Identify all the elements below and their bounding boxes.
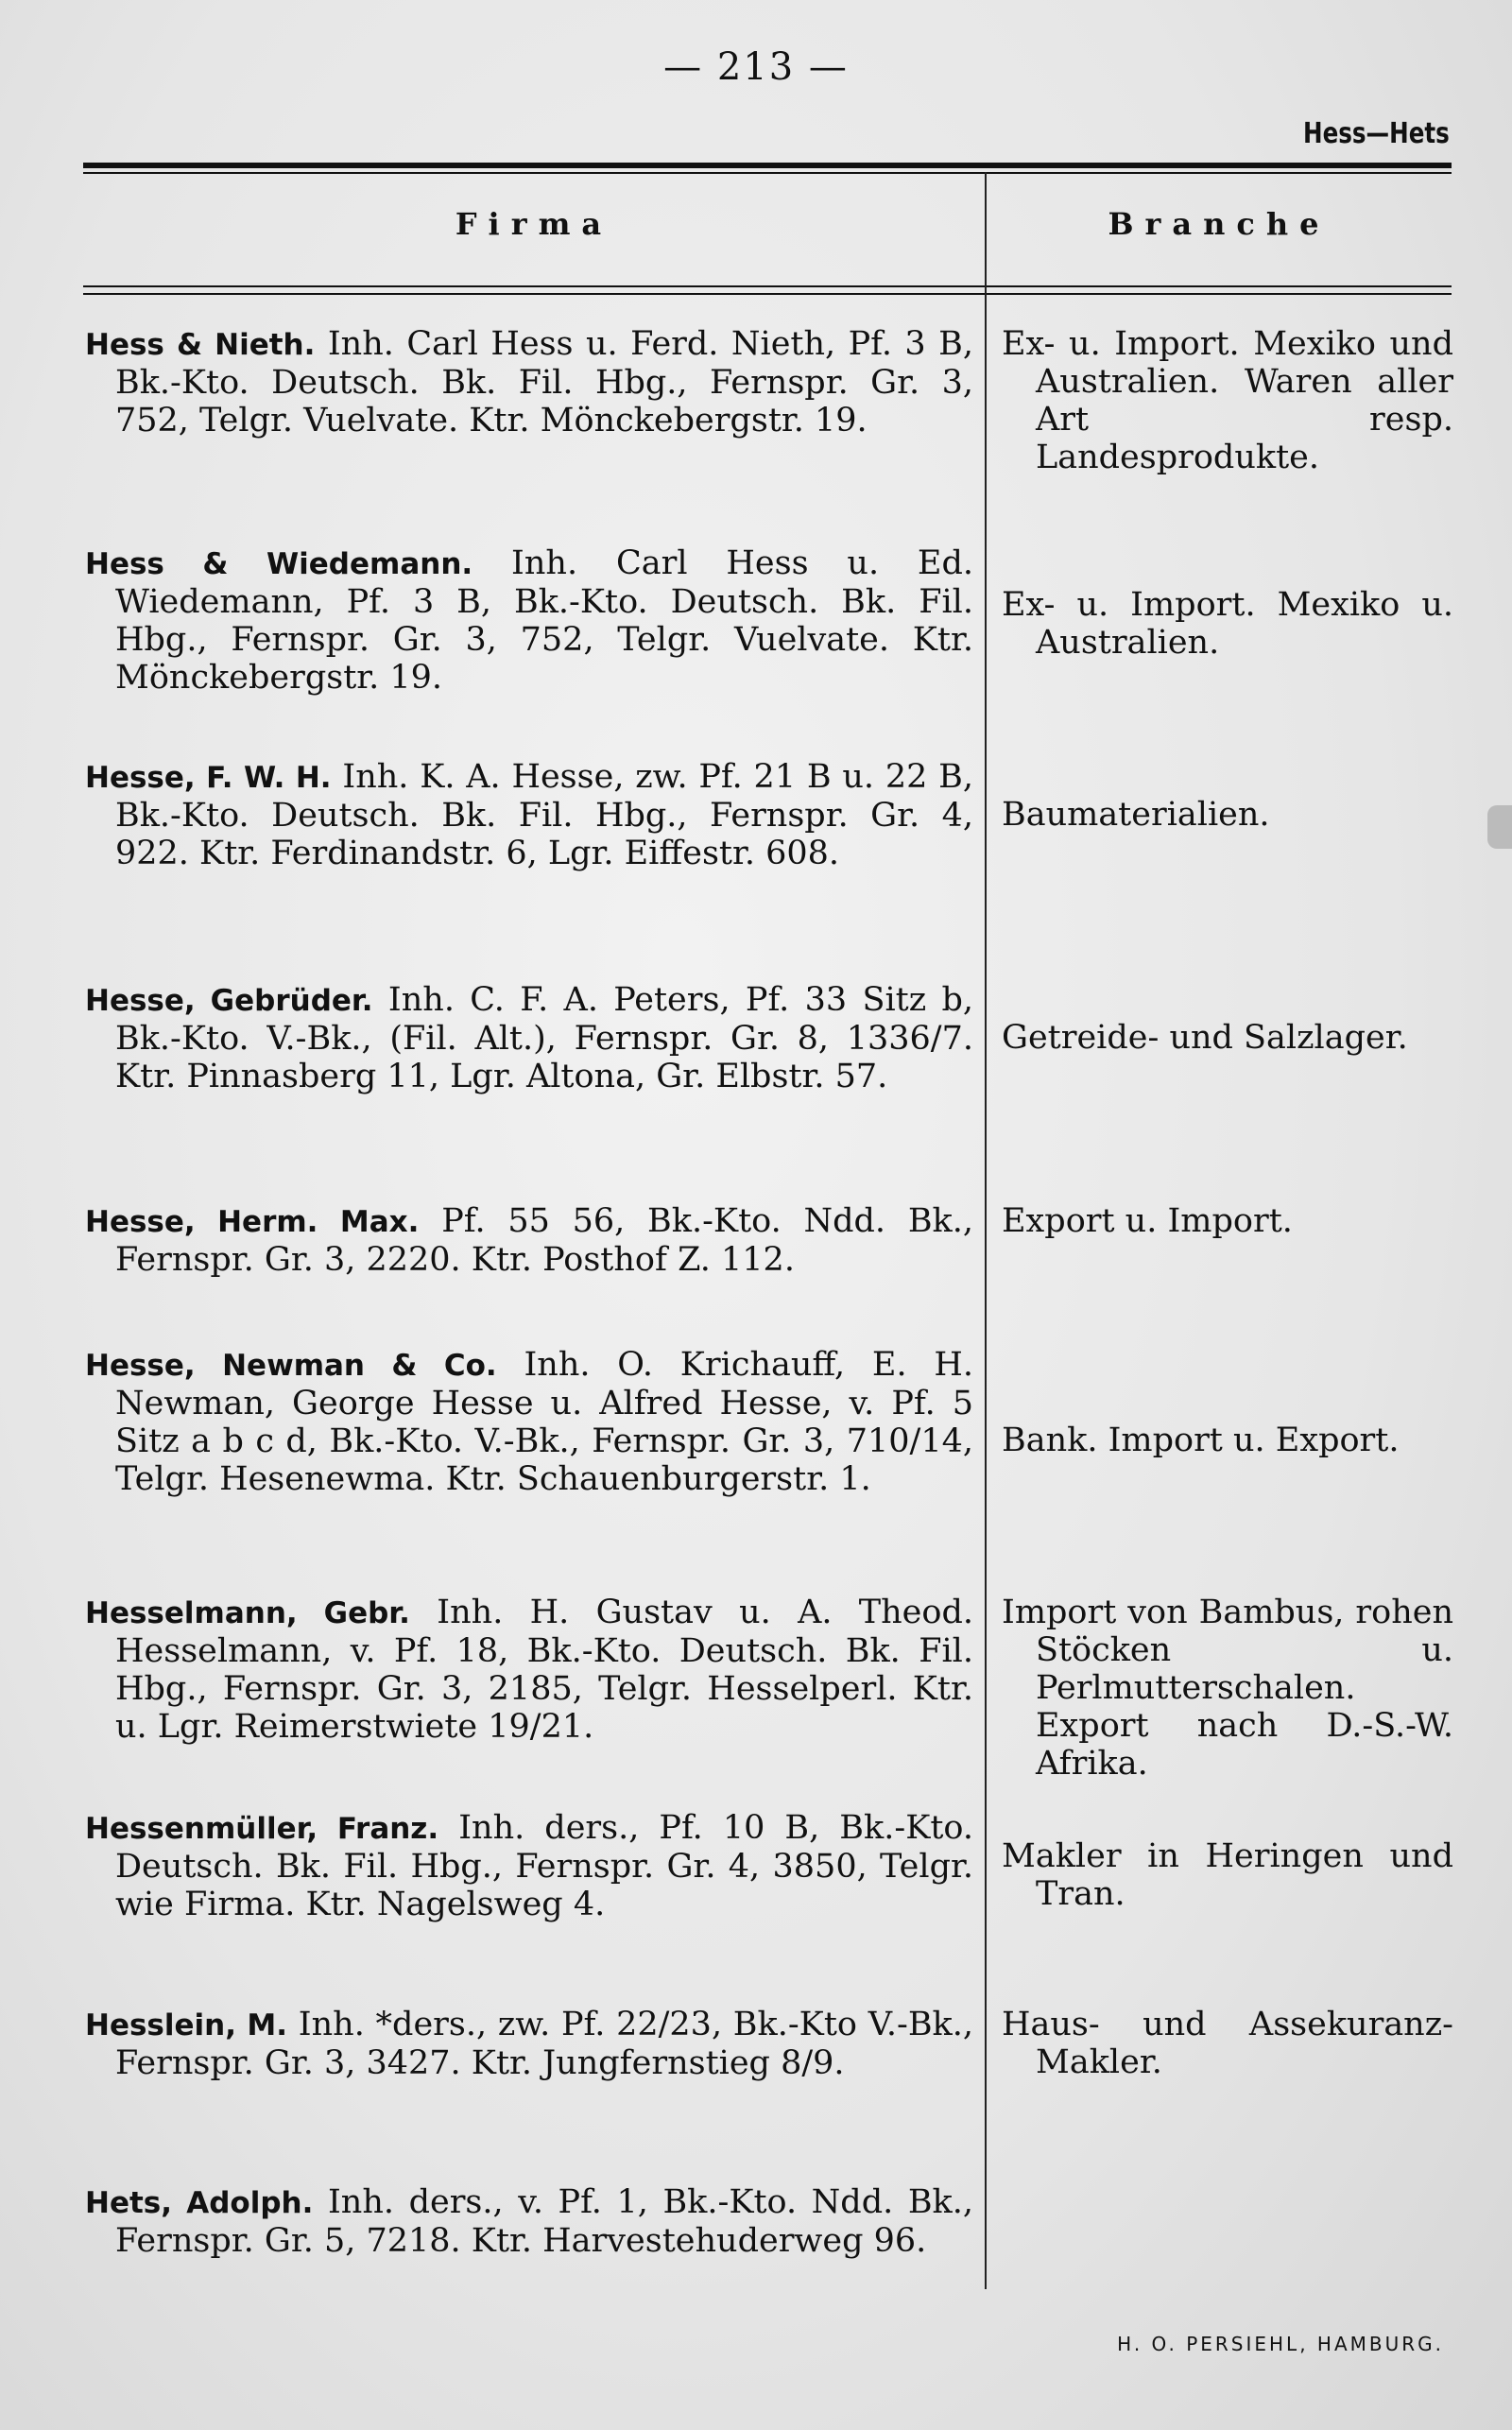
firma-cell <box>85 1346 973 1498</box>
firm-name: Hesse, Herm. Max. <box>85 1205 420 1239</box>
firm-details: Inh. O. Krichauff, E. H. Newman, George Hesse u. Alfred Hesse, v. Pf. 5 Sitz a b c d, Bk.-Kto. V.-Bk., Fernspr. Gr. 3, 710/14, Telgr. Hesenewma. Ktr. Schauenburgerstr. 1. <box>115 1346 973 1498</box>
branche-cell: Makler in Heringen und Tran. <box>1002 1837 1453 1913</box>
margin-tab <box>1487 805 1512 849</box>
firm-details: Inh. ders., Pf. 10 B, Bk.-Kto. Deutsch. Bk. Fil. Hbg., Fernspr. Gr. 4, 3850, Telgr. wie Firma. Ktr. Nagelsweg 4. <box>115 1809 973 1923</box>
firma-cell <box>85 325 973 439</box>
branche-cell: Import von Bambus, rohen Stöcken u. Perlmutterschalen. Export nach D.-S.-W. Afrika. <box>1002 1594 1453 1783</box>
firm-name: Hess & Wiedemann. <box>85 547 473 581</box>
firm-details: Inh. Carl Hess u. Ferd. Nieth, Pf. 3 B, Bk.-Kto. Deutsch. Bk. Fil. Hbg., Fernspr. Gr. 3, 752, Telgr. Vuelvate. Ktr. Mönckebergstr. 19. <box>115 325 973 439</box>
firm-name: Hets, Adolph. <box>85 2186 314 2220</box>
firm-details: Inh. C. F. A. Peters, Pf. 33 Sitz b, Bk.-Kto. V.-Bk., (Fil. Alt.), Fernspr. Gr. 8, 1336/7. Ktr. Pinnasberg 11, Lgr. Altona, Gr. Elbstr. 57. <box>115 981 974 1095</box>
printer-imprint: H. O. PERSIEHL, HAMBURG. <box>1117 2333 1444 2355</box>
branche-cell: Export u. Import. <box>1002 1202 1293 1240</box>
firm-name: Hess & Nieth. <box>85 328 316 362</box>
branche-cell: Getreide- und Salzlager. <box>1002 1019 1408 1057</box>
firma-cell <box>85 2183 973 2260</box>
firm-details: Inh. ders., v. Pf. 1, Bk.-Kto. Ndd. Bk., Fernspr. Gr. 5, 7218. Ktr. Harvestehuderweg 96. <box>115 2183 973 2260</box>
column-divider <box>985 172 987 2289</box>
running-head: Hess—Hets <box>1303 117 1450 150</box>
firm-name: Hesse, Newman & Co. <box>85 1349 497 1383</box>
firma-cell <box>85 1202 973 1279</box>
firm-details: Inh. *ders., zw. Pf. 22/23, Bk.-Kto V.-Bk., Fernspr. Gr. 3, 3427. Ktr. Jungfernstieg 8/9. <box>115 2006 973 2082</box>
top-rule-thin <box>83 172 1452 174</box>
column-header-branche: Branche <box>1108 206 1331 242</box>
branche-cell: Haus- und Assekuranz-Makler. <box>1002 2006 1453 2081</box>
top-rule <box>83 163 1452 168</box>
firma-cell <box>85 2006 973 2082</box>
header-rule <box>83 285 1452 287</box>
firm-details: Inh. Carl Hess u. Ed. Wiedemann, Pf. 3 B, Bk.-Kto. Deutsch. Bk. Fil. Hbg., Fernspr. Gr. 3, 752, Telgr. Vuelvate. Ktr. Mönckebergstr. 19. <box>115 544 974 697</box>
firm-details: Inh. H. Gustav u. A. Theod. Hesselmann, v. Pf. 18, Bk.-Kto. Deutsch. Bk. Fil. Hbg., Fernspr. Gr. 3, 2185, Telgr. Hesselperl. Ktr. u. Lgr. Reimerstwiete 19/21. <box>115 1594 973 1746</box>
header-rule-double <box>83 293 1452 295</box>
firm-details: Pf. 55 56, Bk.-Kto. Ndd. Bk., Fernspr. Gr. 3, 2220. Ktr. Posthof Z. 112. <box>115 1202 973 1279</box>
firm-name: Hesslein, M. <box>85 2008 288 2042</box>
branche-cell: Ex- u. Import. Mexiko und Australien. Waren aller Art resp. Landesprodukte. <box>1002 325 1453 476</box>
firma-cell <box>85 544 973 697</box>
firma-cell <box>85 1594 973 1746</box>
firm-details: Inh. K. A. Hesse, zw. Pf. 21 B u. 22 B, Bk.-Kto. Deutsch. Bk. Fil. Hbg., Fernspr. Gr. 4, 922. Ktr. Ferdinandstr. 6, Lgr. Eiffestr. 608. <box>115 758 973 872</box>
firm-name: Hesselmann, Gebr. <box>85 1596 410 1630</box>
firma-cell <box>85 1809 973 1923</box>
firma-cell <box>85 981 973 1095</box>
firm-name: Hesse, Gebrüder. <box>85 984 373 1018</box>
firm-name: Hessenmüller, Franz. <box>85 1812 439 1846</box>
column-header-firma: Firma <box>455 206 613 242</box>
branche-cell: Bank. Import u. Export. <box>1002 1422 1400 1459</box>
firma-cell <box>85 758 973 872</box>
branche-cell: Ex- u. Import. Mexiko u. Australien. <box>1002 586 1453 662</box>
page-number: — 213 — <box>663 45 849 89</box>
branche-cell: Baumaterialien. <box>1002 796 1270 834</box>
firm-name: Hesse, F. W. H. <box>85 761 332 795</box>
